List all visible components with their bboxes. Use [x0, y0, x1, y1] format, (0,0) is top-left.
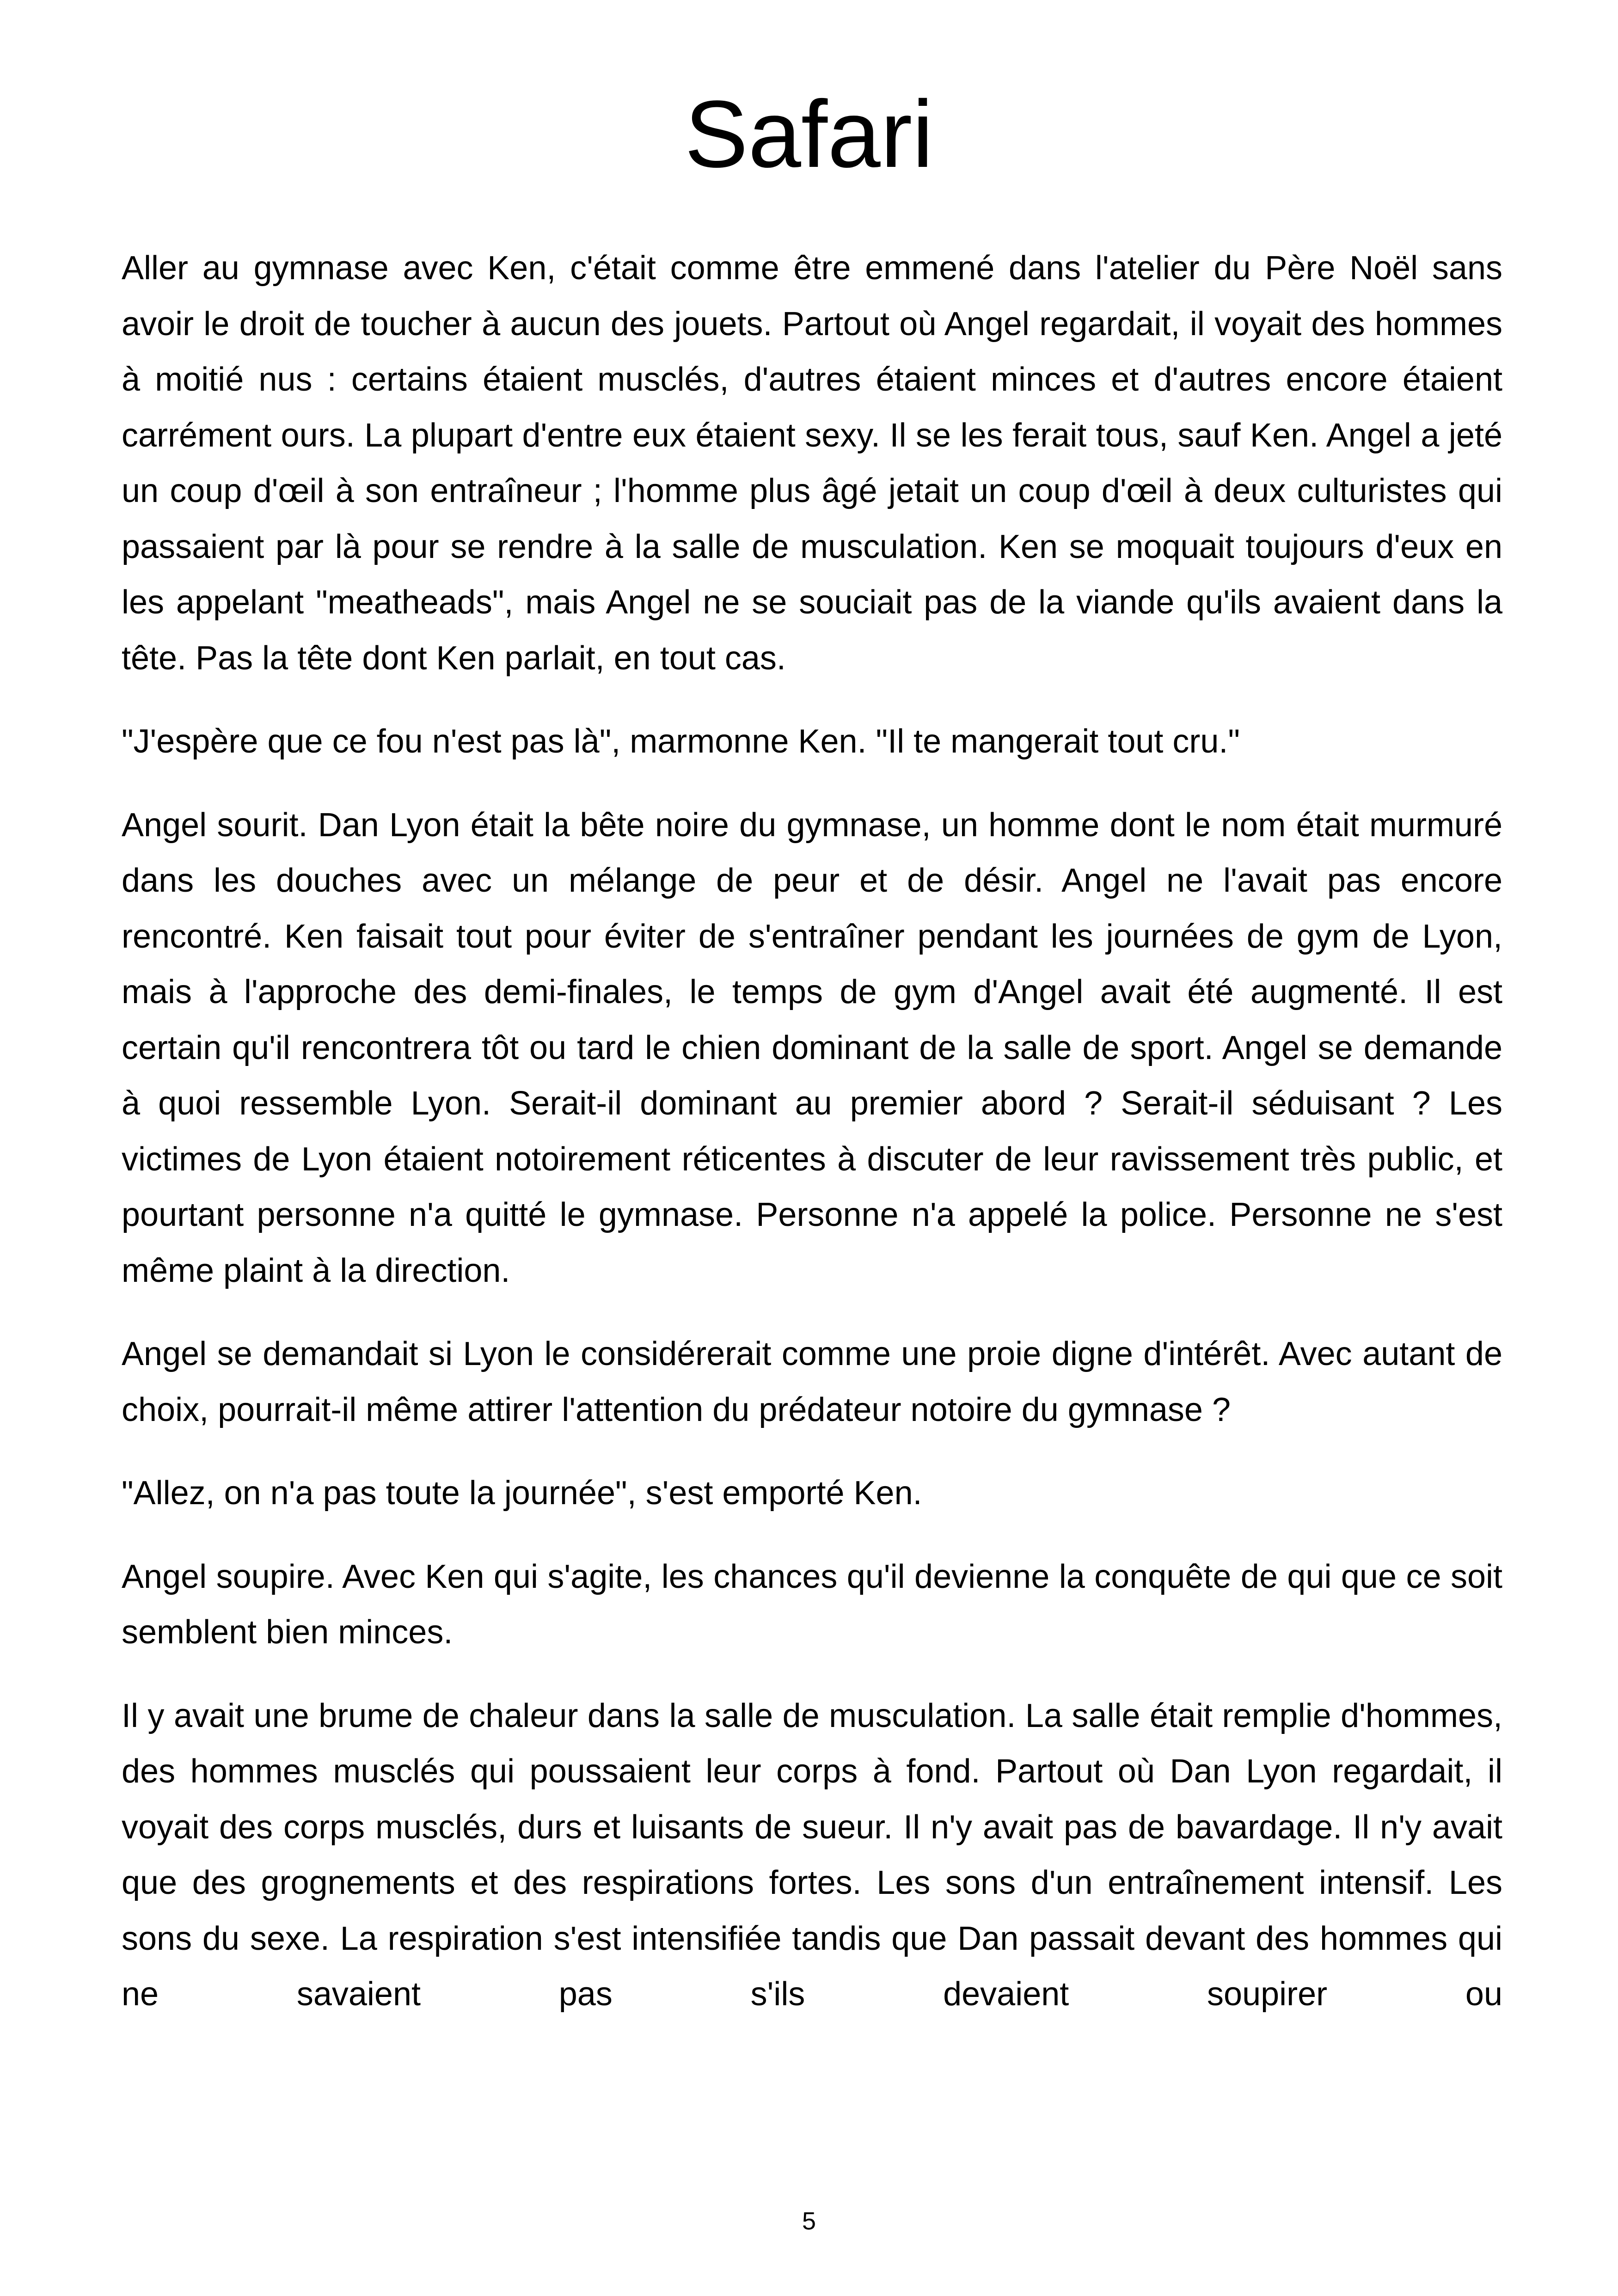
body-text [122, 240, 1502, 2050]
paragraph: Aller au gymnase avec Ken, c'était comme être emmené dans l'atelier du Père Noël sans avoir le droit de toucher à aucun des jouets. Partout où Angel regardait, il voyait des hommes à moitié nus : certains étaient musclés, d'autres étaient minces et d'autres encore étaient carrément ours. La plupart d'entre eux étaient sexy. Il se les ferait tous, sauf Ken. Angel a jeté un coup d'œil à son entraîneur ; l'homme plus âgé jetait un coup d'œil à deux culturistes qui passaient par là pour se rendre à la salle de musculation. Ken se moquait toujours d'eux en les appelant "meatheads", mais Angel ne se souciait pas de la viande qu'ils avaient dans la tête. Pas la tête dont Ken parlait, en tout cas. [122, 250, 1502, 677]
paragraph: "Allez, on n'a pas toute la journée", s'est emporté Ken. [122, 1475, 922, 1512]
paragraph: "J'espère que ce fou n'est pas là", marmonne Ken. "Il te mangerait tout cru." [122, 723, 1240, 760]
paragraph: Angel se demandait si Lyon le considérerait comme une proie digne d'intérêt. Avec autant de choix, pourrait-il même attirer l'attention du prédateur notoire du gymnase ? [122, 1335, 1502, 1428]
paragraph: Angel soupire. Avec Ken qui s'agite, les chances qu'il devienne la conquête de qui que ce soit semblent bien minces. [122, 1558, 1502, 1651]
paragraph: Il y avait une brume de chaleur dans la salle de musculation. La salle était remplie d'hommes, des hommes musclés qui poussaient leur corps à fond. Partout où Dan Lyon regardait, il voyait des corps musclés, durs et luisants de sueur. Il n'y avait pas de bavardage. Il n'y avait que des grognements et des respirations fortes. Les sons d'un entraînement intensif. Les sons du sexe. La respiration s'est intensifiée tandis que Dan passait devant des hommes qui ne savaient pas s'ils devaient soupirer ou [122, 1697, 1502, 2013]
paragraph: Angel sourit. Dan Lyon était la bête noire du gymnase, un homme dont le nom était murmuré dans les douches avec un mélange de peur et de désir. Angel ne l'avait pas encore rencontré. Ken faisait tout pour éviter de s'entraîner pendant les journées de gym de Lyon, mais à l'approche des demi-finales, le temps de gym d'Angel avait été augmenté. Il est certain qu'il rencontrera tôt ou tard le chien dominant de la salle de sport. Angel se demande à quoi ressemble Lyon. Serait-il dominant au premier abord ? Serait-il séduisant ? Les victimes de Lyon étaient notoirement réticentes à discuter de leur ravissement très public, et pourtant personne n'a quitté le gymnase. Personne n'a appelé la police. Personne ne s'est même plaint à la direction. [122, 806, 1502, 1289]
page-title: Safari [684, 81, 934, 187]
page-number: 5 [802, 2207, 816, 2235]
